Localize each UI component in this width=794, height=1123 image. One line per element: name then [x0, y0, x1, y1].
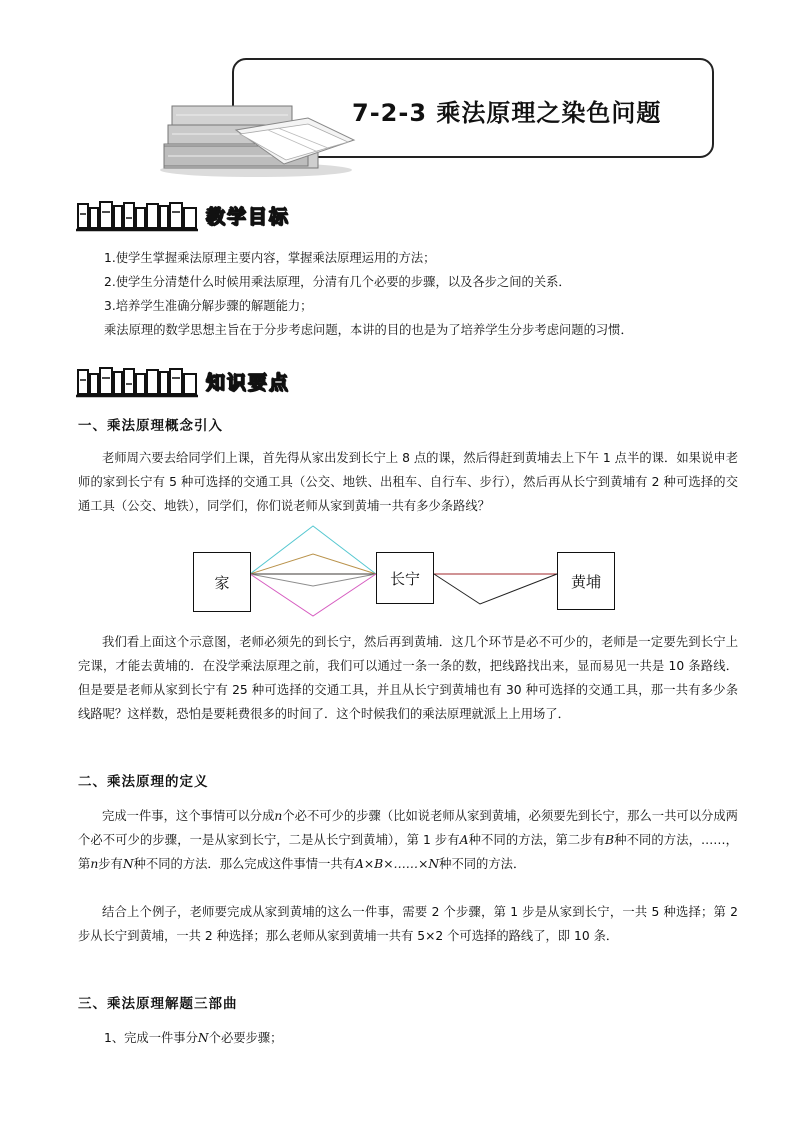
bookshelf-icon: [76, 366, 200, 398]
node-home: 家: [193, 552, 251, 612]
route-line-7: [434, 574, 557, 604]
goal-item-2: 2.使学生分清楚什么时候用乘法原理，分清有几个必要的步骤，以及各步之间的关系．: [104, 275, 571, 289]
part3-step-1: 1、完成一件事分N个必要步骤；: [104, 1031, 283, 1045]
route-diagram: [190, 522, 620, 618]
part1-paragraph-2: 我们看上面这个示意图，老师必须先的到长宁，然后再到黄埔．这几个环节是必不可少的，老师是一定要先到长宁上完课，才能去黄埔的．在没学乘法原理之前，我们可以通过一条一条的数，把线路找出来，显而易见一共是 10 条路线．但是要是老师从家到长宁有 25 种可选择的交通工具，并且从长宁到黄埔也有 30 种可选择的交通工具，那一共有多少条线路呢？这样数，恐怕是要耗费很多的时间了．这个时候我们的乘法原理就派上上用场了．: [78, 635, 738, 721]
part2-example: 结合上个例子，老师要完成从家到黄埔的这么一件事，需要 2 个步骤，第 1 步是从家到长宁，一共 5 种选择；第 2 步从长宁到黄埔，一共 2 种选择；那么老师从家到黄埔一共有 5×2 个可选择的路线了，即 10 条．: [78, 905, 738, 943]
bookshelf-icon: [76, 200, 200, 232]
route-line-1: [250, 526, 376, 574]
knowledge-banner: [76, 364, 336, 400]
part2-definition: 完成一件事，这个事情可以分成n个必不可少的步骤（比如说老师从家到黄埔，必须要先到长宁，那么一共可以分成两个必不可少的步骤，一是从家到长宁，二是从长宁到黄埔），第 1 步有A种不同的方法，第二步有B种不同的方法，……，第n步有N种不同的方法．那么完成这件事情一共有A×B×……×N种不同的方法．: [78, 809, 738, 871]
goals-banner: [76, 198, 336, 234]
route-line-5: [250, 574, 376, 616]
part2-heading: 二、乘法原理的定义: [78, 774, 209, 790]
route-line-4: [250, 574, 376, 586]
goal-summary: 乘法原理的数学思想主旨在于分步考虑问题，本讲的目的也是为了培养学生分步考虑问题的习惯．: [104, 323, 633, 337]
goals-banner-label: 教学目标: [206, 206, 291, 228]
part1-paragraph-1: 老师周六要去给同学们上课，首先得从家出发到长宁上 8 点的课，然后得赶到黄埔去上下午 1 点半的课．如果说申老师的家到长宁有 5 种可选择的交通工具（公交、地铁、出租车、自行车、步行），然后再从长宁到黄埔有 2 种可选择的交通工具（公交、地铁），同学们，你们说老师从家到黄埔一共有多少条路线？: [78, 451, 738, 513]
part3-heading: 三、乘法原理解题三部曲: [78, 996, 238, 1012]
knowledge-banner-label: 知识要点: [206, 372, 291, 394]
part1-heading: 一、乘法原理概念引入: [78, 418, 223, 434]
node-changning: 长宁: [376, 552, 434, 604]
goal-item-3: 3.培养学生准确分解步骤的解题能力；: [104, 299, 313, 313]
books-illustration: [158, 100, 358, 178]
route-line-2: [250, 554, 376, 574]
node-huangpu: 黄埔: [557, 552, 615, 610]
page-title: 7-2-3 乘法原理之染色问题: [352, 99, 662, 127]
goal-item-1: 1.使学生掌握乘法原理主要内容，掌握乘法原理运用的方法；: [104, 251, 436, 265]
